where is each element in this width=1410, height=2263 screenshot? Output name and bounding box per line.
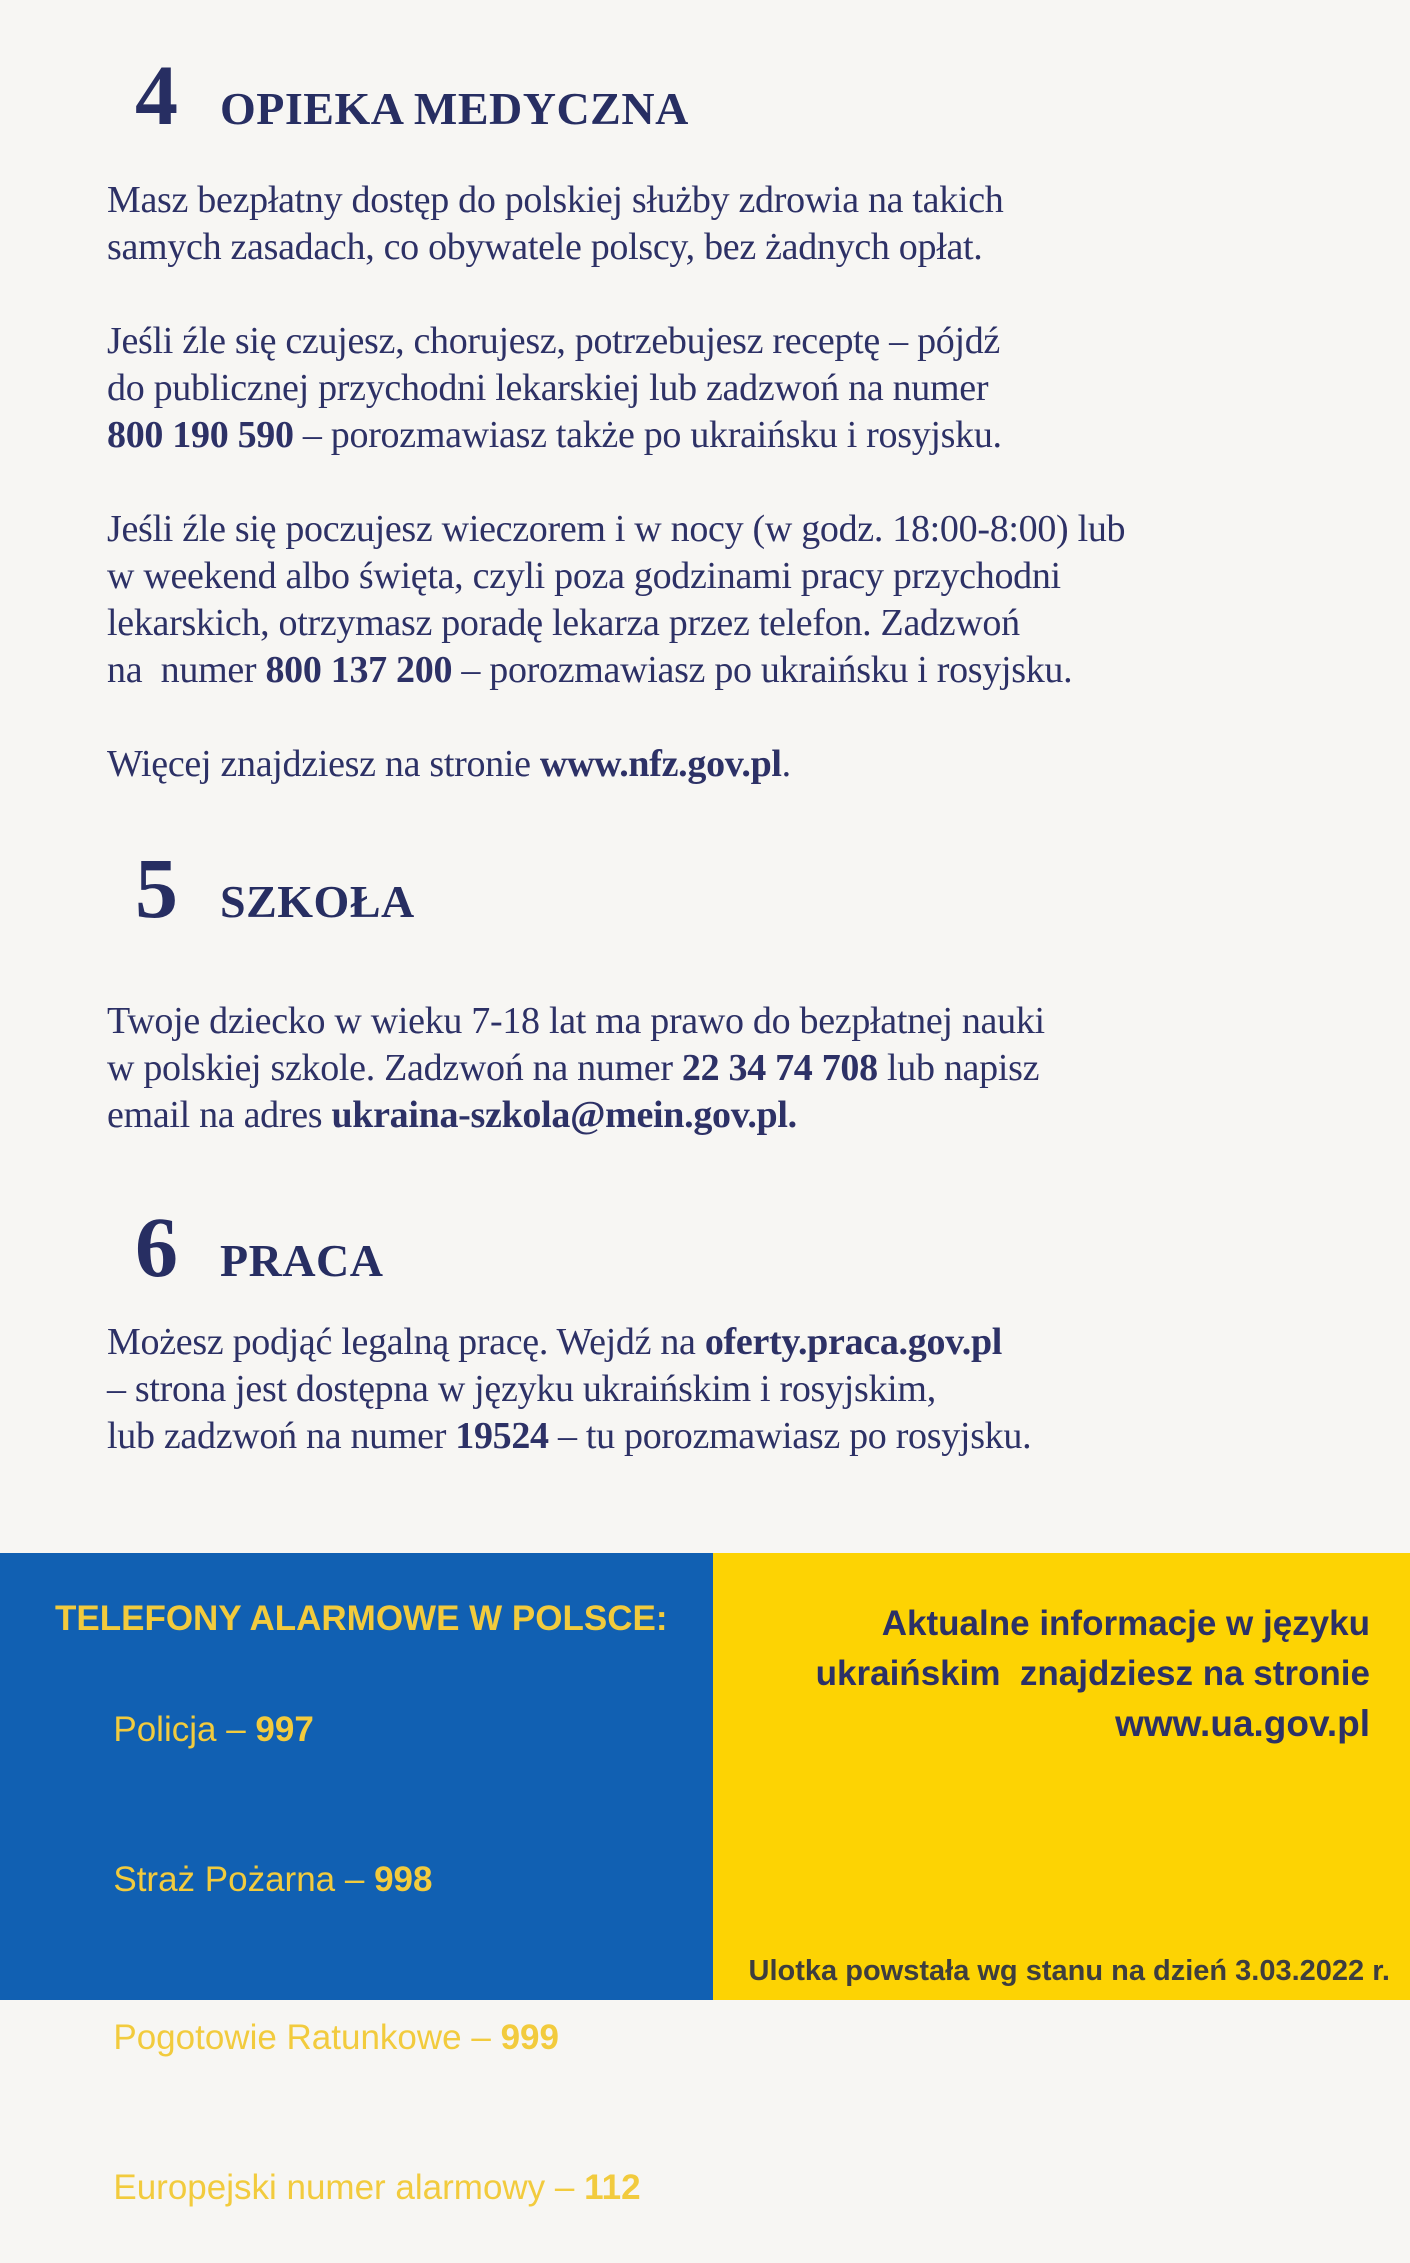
emergency-line-ambulance: [55, 1963, 713, 2113]
text-line: Jeśli źle się poczujesz wieczorem i w nocy (w godz. 18:00-8:00) lub: [107, 508, 1126, 550]
paragraph-night-weekend-phone: [107, 506, 1410, 694]
paragraph-free-healthcare: [107, 177, 1410, 271]
text-line: Masz bezpłatny dostęp do polskiej służby zdrowia na takich: [107, 179, 1004, 221]
emergency-separator: –: [216, 1710, 256, 1749]
emergency-separator: –: [335, 1860, 375, 1899]
emergency-label: Policja: [113, 1710, 217, 1749]
text-line: samych zasadach, co obywatele polscy, bez żadnych opłat.: [107, 226, 983, 268]
emergency-number: 112: [584, 2168, 641, 2207]
section-title: SZKOŁA: [220, 876, 415, 927]
emergency-label: Europejski numer alarmowy: [113, 2168, 546, 2207]
section-number: 6: [135, 1199, 178, 1295]
text-line: 800 190 590 – porozmawiasz także po ukraińsku i rosyjsku.: [107, 414, 1002, 456]
emergency-line-fire: [55, 1805, 713, 1955]
section-number: 5: [135, 840, 178, 936]
text-line: email na adres ukraina-szkola@mein.gov.pl.: [107, 1094, 797, 1136]
text-line: Możesz podjąć legalną pracę. Wejdź na oferty.praca.gov.pl: [107, 1321, 1003, 1363]
emergency-label: Pogotowie Ratunkowe: [113, 2018, 462, 2057]
ua-gov-url: www.ua.gov.pl: [1115, 1703, 1370, 1744]
text-line: Jeśli źle się czujesz, chorujesz, potrzebujesz receptę – pójdź: [107, 320, 1000, 362]
section-heading-work: [135, 1199, 1410, 1295]
section-title: OPIEKA MEDYCZNA: [220, 83, 689, 134]
info-line: Aktualne informacje w języku: [881, 1604, 1370, 1643]
paragraph-nfz-website: [107, 741, 1410, 788]
text-line: lub zadzwoń na numer 19524 – tu porozmawiasz po rosyjsku.: [107, 1415, 1032, 1457]
emergency-title: TELEFONY ALARMOWE W POLSCE:: [55, 1599, 668, 1638]
text-line: Twoje dziecko w wieku 7-18 lat ma prawo do bezpłatnej nauki: [107, 1000, 1045, 1042]
text-line: Więcej znajdziesz na stronie www.nfz.gov.pl.: [107, 743, 791, 785]
emergency-numbers-box: [0, 1553, 713, 2207]
text-line: – strona jest dostępna w języku ukraińskim i rosyjskim,: [107, 1368, 936, 1410]
section-title: PRACA: [220, 1235, 384, 1286]
paragraph-work-info: [107, 1319, 1410, 1460]
section-heading-medical-care: [135, 47, 1410, 143]
text-line: na numer 800 137 200 – porozmawiasz po ukraińsku i rosyjsku.: [107, 649, 1073, 691]
emergency-number: 999: [500, 2018, 559, 2057]
info-line: ukraińskim znajdziesz na stronie: [815, 1654, 1370, 1693]
text-line: do publicznej przychodni lekarskiej lub zadzwoń na numer: [107, 367, 989, 409]
text-line: w polskiej szkole. Zadzwoń na numer 22 34 74 708 lub napisz: [107, 1047, 1040, 1089]
emergency-line-european: [55, 2113, 713, 2263]
bottom-band: [0, 1553, 1410, 2207]
emergency-separator: –: [545, 2168, 585, 2207]
emergency-number: 997: [255, 1710, 314, 1749]
leaflet-date-note: Ulotka powstała wg stanu na dzień 3.03.2022 r.: [748, 1955, 1390, 1987]
emergency-line-police: [55, 1655, 713, 1805]
paragraph-clinic-phone: [107, 318, 1410, 459]
section-number: 4: [135, 47, 178, 143]
emergency-number: 998: [374, 1860, 433, 1899]
text-line: lekarskich, otrzymasz poradę lekarza przez telefon. Zadzwoń: [107, 602, 1020, 644]
text-line: w weekend albo święta, czyli poza godzinami pracy przychodni: [107, 555, 1061, 597]
section-heading-school: [135, 840, 1410, 936]
emergency-separator: –: [461, 2018, 501, 2057]
paragraph-school-info: [107, 998, 1410, 1139]
ukrainian-info-box: [713, 1553, 1410, 2000]
emergency-label: Straż Pożarna: [113, 1860, 336, 1899]
